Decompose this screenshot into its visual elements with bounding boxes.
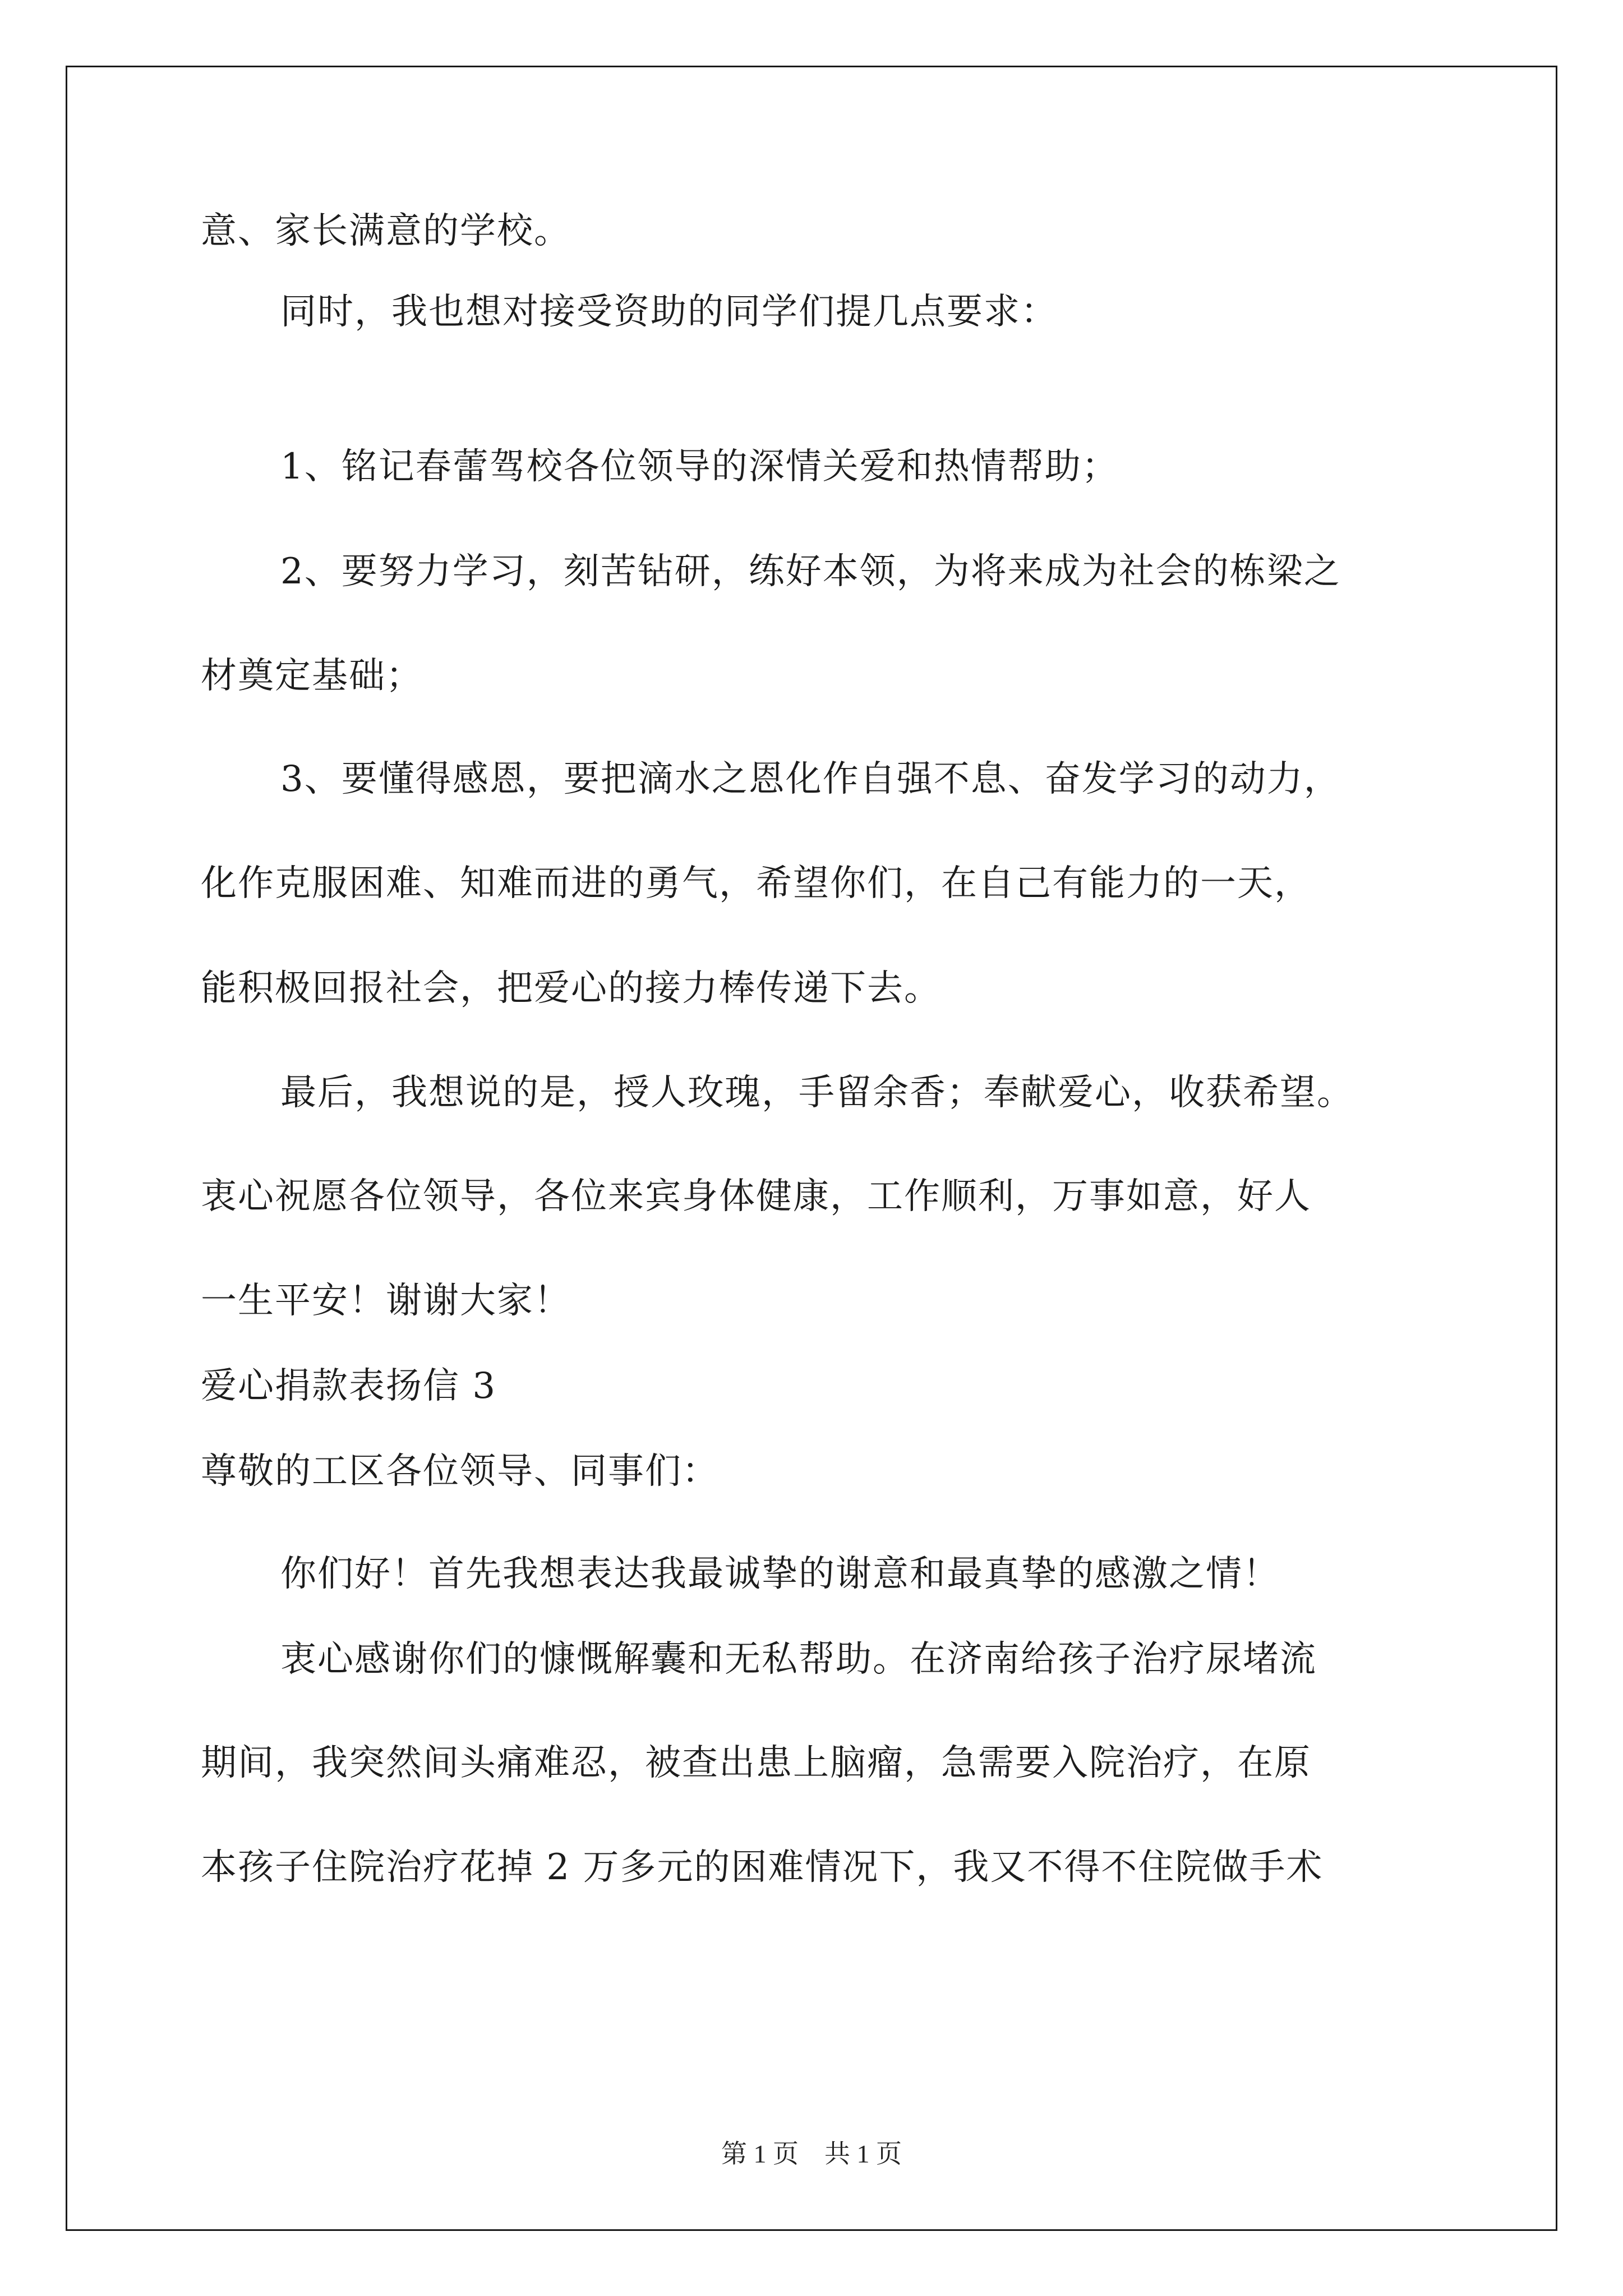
text-line: 1、铭记春蕾驾校各位领导的深情关爱和热情帮助；	[280, 446, 1119, 487]
text-line: 3、要懂得感恩，要把滴水之恩化作自强不息、奋发学习的动力，	[280, 758, 1341, 800]
text-line: 本孩子住院治疗花掉 2 万多元的困难情况下，我又不得不住院做手术	[201, 1847, 1324, 1888]
section-heading: 爱心捐款表扬信 3	[201, 1365, 497, 1407]
text-line: 期间，我突然间头痛难忍，被查出患上脑瘤，急需要入院治疗，在原	[201, 1742, 1311, 1784]
text-line: 化作克服困难、知难而进的勇气，希望你们，在自己有能力的一天，	[201, 863, 1311, 904]
salutation: 尊敬的工区各位领导、同事们：	[201, 1451, 719, 1492]
text-line: 你们好！首先我想表达我最诚挚的谢意和最真挚的感激之情！	[280, 1553, 1280, 1595]
text-line: 2、要努力学习，刻苦钻研，练好本领，为将来成为社会的栋梁之	[280, 551, 1341, 592]
text-line: 最后，我想说的是，授人玫瑰，手留余香；奉献爱心，收获希望。	[280, 1072, 1354, 1114]
text-line: 意、家长满意的学校。	[201, 210, 571, 252]
page-footer: 第 1 页 共 1 页	[721, 2139, 902, 2168]
page-border	[66, 66, 1557, 2231]
text-line: 衷心祝愿各位领导，各位来宾身体健康，工作顺利，万事如意，好人	[201, 1176, 1311, 1217]
text-line: 材奠定基础；	[201, 655, 423, 697]
text-line: 一生平安！谢谢大家！	[201, 1280, 571, 1322]
text-line: 同时，我也想对接受资助的同学们提几点要求：	[280, 291, 1058, 333]
text-line: 能积极回报社会，把爱心的接力棒传递下去。	[201, 968, 941, 1009]
text-line: 衷心感谢你们的慷慨解囊和无私帮助。在济南给孩子治疗尿堵流	[280, 1639, 1317, 1680]
